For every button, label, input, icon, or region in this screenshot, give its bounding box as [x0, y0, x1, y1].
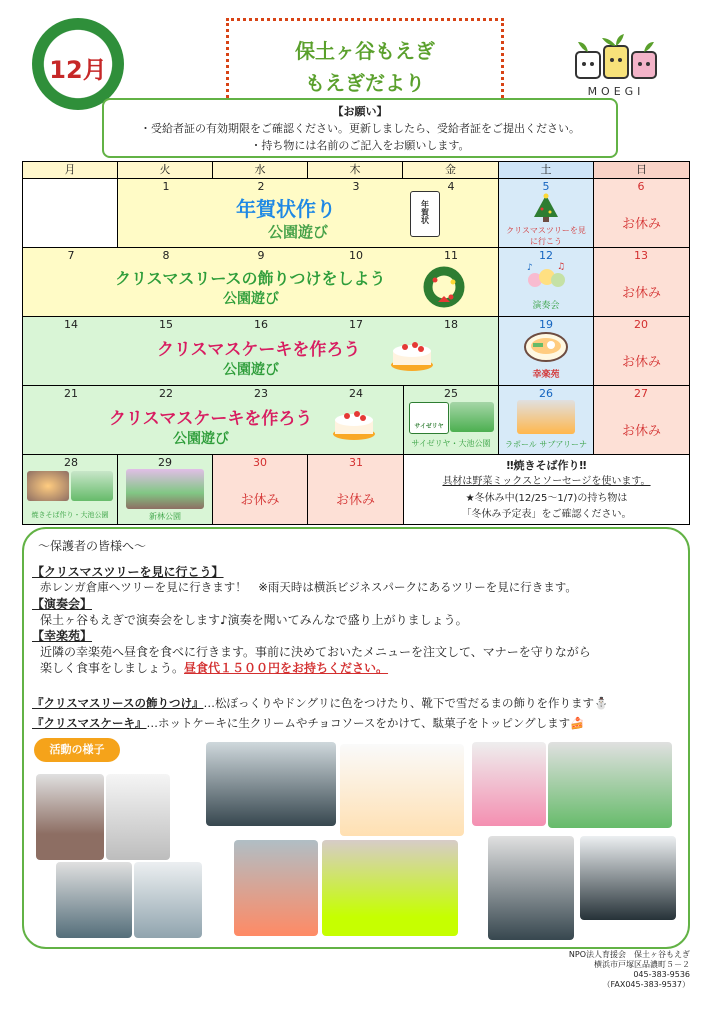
footer-tel: 045-383-9536 — [633, 970, 690, 979]
christmas-wreath-icon — [423, 266, 465, 308]
tue-29-caption: 新林公園 — [149, 512, 181, 521]
date-12: 12 — [539, 249, 553, 262]
title-line-1: 保土ヶ谷もえぎ — [295, 39, 435, 63]
date-8: 8 — [162, 249, 170, 262]
activity-photo — [134, 862, 202, 938]
svg-text:♫: ♫ — [557, 262, 566, 272]
section-concert-heading: 【演奏会】 — [32, 597, 93, 611]
activity-photo — [36, 774, 104, 860]
calendar-cell-empty — [23, 179, 118, 248]
date-25: 25 — [444, 387, 458, 400]
activity-photo — [106, 774, 170, 860]
holiday-label: お休み — [621, 286, 661, 301]
saizeriya-logo-text: サイゼリヤ — [414, 423, 444, 430]
calendar-cell-tue-29 — [118, 455, 213, 524]
wreath-activity-body: …松ぼっくりやドングリに色をつけたり、靴下で雪だるまの飾りを作ります⛄ — [203, 696, 609, 710]
calendar-cell-fri-25 — [404, 386, 499, 455]
section-kourakuen-heading: 【幸楽苑】 — [32, 629, 93, 643]
week1-event-title: 年賀状作り — [236, 197, 336, 221]
date-20: 20 — [634, 318, 648, 331]
footer-org: NPO法人育援会 保土ヶ谷もえぎ — [568, 950, 690, 959]
yakisoba-note-title: ‼焼きそば作り‼ — [506, 459, 587, 472]
date-27: 27 — [634, 387, 648, 400]
week4-event-title: クリスマスケーキを作ろう — [109, 409, 313, 429]
mon-28-caption: 焼きそば作り・大池公園 — [31, 511, 109, 519]
notice-box — [102, 98, 618, 158]
park-photo — [450, 402, 494, 432]
ramen-bowl-icon — [523, 331, 569, 365]
christmas-cake-icon — [331, 402, 377, 442]
christmas-tree-icon — [531, 193, 561, 223]
date-31: 31 — [349, 456, 363, 469]
lunch-fee-note: 昼食代１５００円をお持ちください。 — [184, 661, 389, 675]
activity-photo — [472, 742, 546, 826]
cake-activity-heading: 『クリスマスケーキ』 — [32, 716, 147, 730]
newsletter-title-box — [226, 18, 504, 110]
parents-greeting: ～保護者の皆様へ～ — [38, 539, 147, 553]
notice-line-1: ・受給者証の有効期限をご確認ください。更新しましたら、受給者証をご提出ください。 — [140, 122, 580, 135]
date-15: 15 — [159, 318, 173, 331]
notice-line-2: ・持ち物には名前のご記入をお願いします。 — [250, 139, 470, 152]
week1-event-sub: 公園遊び — [268, 223, 329, 241]
calendar-cell-sat-12 — [499, 248, 594, 317]
footer-address: 横浜市戸塚区品濃町５－２ — [594, 960, 690, 969]
week3-event-title: クリスマスケーキを作ろう — [157, 340, 361, 360]
month-label: 12月 — [49, 56, 107, 84]
date-2: 2 — [257, 180, 265, 193]
calendar-cell-sun-20 — [594, 317, 689, 386]
calendar-cell-sun-13 — [594, 248, 689, 317]
week1-event-cell — [118, 179, 499, 248]
date-17: 17 — [349, 318, 363, 331]
date-9: 9 — [257, 249, 265, 262]
christmas-cake-icon — [389, 333, 435, 373]
cake-activity-body: …ホットケーキに生クリームやチョコソースをかけて、駄菓子をトッピングします🍰 — [146, 716, 585, 730]
date-29: 29 — [158, 456, 172, 469]
sat-12-caption: 演奏会 — [532, 301, 560, 311]
holiday-label: お休み — [621, 355, 661, 370]
date-14: 14 — [64, 318, 78, 331]
footer-fax: （FAX045-383-9537） — [602, 980, 690, 989]
weekday-header-mon: 月 — [23, 162, 118, 179]
sat-19-caption: 幸楽苑 — [532, 370, 560, 380]
date-28: 28 — [64, 456, 78, 469]
activity-photo — [234, 840, 318, 936]
section-tree-heading: 【クリスマスツリーを見に行こう】 — [32, 565, 224, 579]
calendar-cell-sun-27 — [594, 386, 689, 455]
weekday-header-thu: 木 — [308, 162, 403, 179]
date-5: 5 — [542, 180, 550, 193]
monthly-calendar — [22, 161, 690, 525]
calendar-cell-sat-5 — [499, 179, 594, 248]
sat-26-caption: ラポール サブアリーナ — [504, 440, 588, 449]
holiday-label: お休み — [621, 217, 661, 232]
week3-event-sub: 公園遊び — [223, 362, 279, 378]
activity-photo — [580, 836, 676, 920]
activity-photo — [548, 742, 672, 828]
fri-25-caption: サイゼリヤ・大池公園 — [411, 439, 491, 448]
date-24: 24 — [349, 387, 363, 400]
winter-note-line-2: 「冬休み予定表」をご確認ください。 — [461, 509, 632, 520]
week2-event-title: クリスマスリースの飾りつけをしよう — [115, 269, 386, 288]
wreath-activity-heading: 『クリスマスリースの飾りつけ』 — [32, 696, 204, 710]
date-10: 10 — [349, 249, 363, 262]
svg-text:♪: ♪ — [527, 263, 533, 273]
logo-text: MOEGI — [587, 85, 645, 98]
section-kourakuen-body-1: 近隣の幸楽苑へ昼食を食べに行きます。事前に決めておいたメニューを注文して、マナーを守りながら — [40, 645, 591, 659]
date-30: 30 — [253, 456, 267, 469]
park-photo — [71, 471, 113, 501]
notice-heading: 【お願い】 — [332, 105, 388, 118]
holiday-label: お休み — [621, 424, 661, 439]
yakisoba-note-line: 具材は野菜ミックスとソーセージを使います。 — [442, 476, 651, 487]
date-4: 4 — [447, 180, 455, 193]
date-7: 7 — [67, 249, 75, 262]
moegi-logo — [572, 32, 660, 98]
date-3: 3 — [352, 180, 360, 193]
week2-event-cell — [23, 248, 499, 317]
calendar-cell-wed-30 — [213, 455, 308, 524]
new-year-card-text: 年賀状 — [420, 200, 430, 224]
week4-event-cell — [23, 386, 404, 455]
winter-note-line-1: ★冬休み中(12/25～1/7)の持ち物は — [465, 493, 628, 504]
week2-event-sub: 公園遊び — [223, 291, 279, 307]
activity-photo — [322, 840, 458, 936]
calendar-cell-sun-6 — [594, 179, 689, 248]
date-13: 13 — [634, 249, 648, 262]
date-16: 16 — [254, 318, 268, 331]
date-21: 21 — [64, 387, 78, 400]
weekday-header-wed: 水 — [213, 162, 308, 179]
weekday-header-tue: 火 — [118, 162, 213, 179]
date-26: 26 — [539, 387, 553, 400]
yakisoba-photo — [27, 471, 69, 501]
date-18: 18 — [444, 318, 458, 331]
date-19: 19 — [539, 318, 553, 331]
calendar-cell-mon-28 — [23, 455, 118, 524]
section-concert-body: 保土ヶ谷もえぎで演奏会をします♪演奏を聞いてみんなで盛り上がりましょう。 — [40, 613, 468, 627]
date-6: 6 — [637, 180, 645, 193]
saizeriya-logo — [409, 402, 449, 434]
week3-event-cell — [23, 317, 499, 386]
weekday-header-sat: 土 — [499, 162, 594, 179]
activity-badge: 活動の様子 — [34, 738, 120, 762]
sports-arena-photo — [517, 400, 575, 434]
calendar-cell-sat-26 — [499, 386, 594, 455]
activity-photo — [206, 742, 336, 826]
calendar-cell-thu-31 — [308, 455, 404, 524]
date-22: 22 — [159, 387, 173, 400]
section-tree-body: 赤レンガ倉庫へツリーを見に行きます！ ※雨天時は横浜ビジネスパークにあるツリーを見に行きます。 — [40, 580, 577, 594]
holiday-label: お休み — [335, 493, 375, 508]
week4-event-sub: 公園遊び — [173, 431, 229, 447]
music-concert-icon — [525, 262, 567, 292]
calendar-note-cell — [404, 455, 689, 524]
date-11: 11 — [444, 249, 458, 262]
section-kourakuen-body-2: 楽しく食事をしましょう。 — [40, 661, 185, 675]
title-line-2: もえぎだより — [305, 71, 425, 95]
activity-photo — [340, 744, 464, 836]
organization-footer — [560, 950, 690, 990]
weekday-header-fri: 金 — [403, 162, 499, 179]
weekday-header-sun: 日 — [594, 162, 689, 179]
date-1: 1 — [162, 180, 170, 193]
date-23: 23 — [254, 387, 268, 400]
sprout-faces-icon — [572, 32, 660, 84]
calendar-cell-sat-19 — [499, 317, 594, 386]
activity-photo — [56, 862, 132, 938]
sat-5-caption: クリスマスツリーを見に行こう — [506, 226, 586, 246]
activity-photo — [488, 836, 574, 940]
new-year-card-icon — [410, 191, 440, 237]
month-wreath-badge — [32, 18, 124, 110]
park-photo — [126, 469, 204, 509]
holiday-label: お休み — [240, 493, 280, 508]
